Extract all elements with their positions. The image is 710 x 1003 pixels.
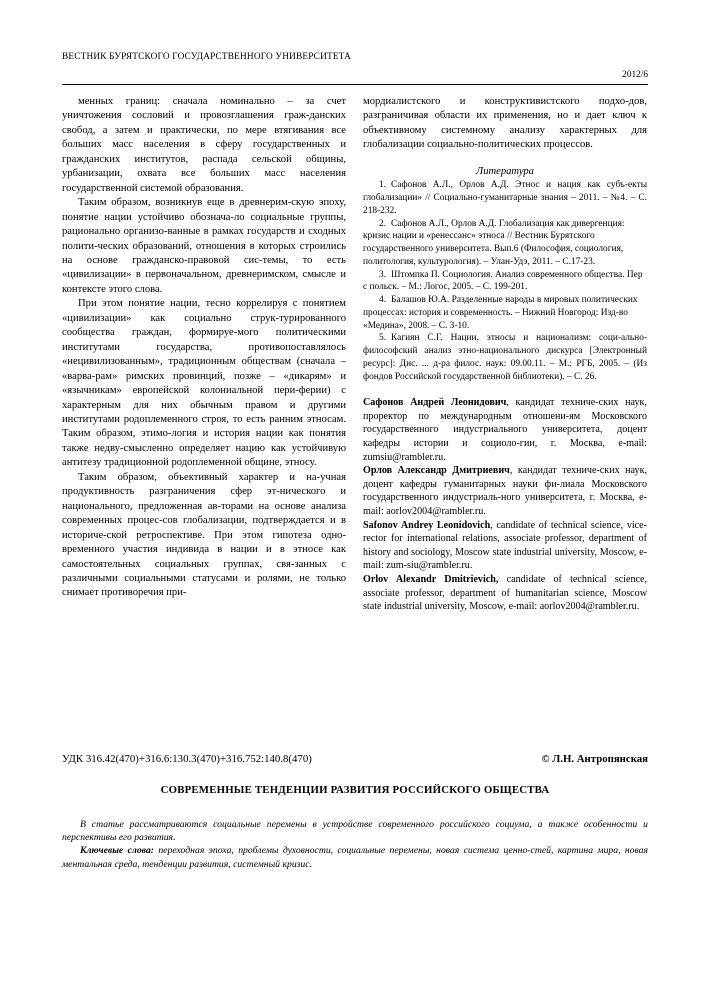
udc-row [62,752,648,766]
reference-item [363,294,647,332]
author-bio [363,396,647,464]
copyright-author: © Л.Н. Антропянская [541,753,648,765]
body-paragraph: Таким образом, объективный характер и на-учная продуктивность разграничения сфер эт-нического и национального, предложенная ав-торами на основе анализа современных процес-сов глобализации, подтверждается и в историче-ской ретроспективе. При этом гипотеза одно-временного участия индивида в нации и в этносе как самостоятельных социальных группах, свя-занных с различными социальными статусами и ролями, не только снимает противоречия при- [62,471,346,599]
references-heading: Литература [476,165,534,177]
udc-code: УДК 316.42(470)+316.6:130.3(470)+316.752:140.8(470) [62,753,312,765]
abstract-text: В статье рассматриваются социальные перемены в устройстве современного российского социума, а также особенности и перспективы его развития. [62,819,648,844]
reference-text: Сафонов А.Л., Орлов А.Д. Этнос и нация как субъ-екты глобализации» // Социально-гуманитарные знания – 2011. – №4. – С. 218-232. [363,180,647,216]
reference-number: 3. [379,269,387,280]
author-details: , candidate of technical science, vice-rector for international relations, associate professor, department of history and sociology, Moscow state industrial university, Moscow, e-mail: zum-siu@rambler.ru. [363,519,648,572]
body-columns [62,95,648,614]
body-paragraph: Таким образом, возникнув еще в древнерим-скую эпоху, понятие нации устойчиво обознача-ло социальные группы, рационально организо-ванные в рамках государств и сходных полити-ческих образований, отношения в которых строились на основе гражданско-правовой сис-темы, то есть «цивилизации» в первоначальном, древнеримском, смысле и контексте этого слова. [62,197,346,295]
author-bio [363,519,647,573]
reference-item [363,332,647,383]
reference-number: 2. [379,218,387,229]
right-column [363,95,647,614]
keywords-text: переходная эпоха, проблемы духовности, социальные перемены, новая система ценно-стей, картина мира, новая ментальная среда, тенденции развития, системный кризис. [62,845,648,870]
article-title: СОВРЕМЕННЫЕ ТЕНДЕНЦИИ РАЗВИТИЯ РОССИЙСКОГО ОБЩЕСТВА [160,784,550,796]
body-paragraph: менных границ: сначала номинально – за счет уничтожения сословий и провозглашения граж-данских свобод, а затем и практически, по мере втягивания все больших масс населения в сферу государственных и гражданских институтов, распада сельской общины, урбанизации, охвата все больших масс населения государственной системой образования. [62,96,346,194]
reference-text: Штомпка П. Социология. Анализ современного общества. Пер с польск. – М.: Логос, 2005. – С. 199-201. [363,269,643,293]
issue-number: 2012/6 [622,69,648,80]
reference-number: 5. [379,333,387,344]
author-name: Safonov Andrey Leonidovich [363,519,491,531]
reference-number: 4. [379,295,387,306]
reference-text: Балашов Ю.А. Разделенные народы в мировых политических процессах: история и современность. – Нижний Новгород: Изд-во «Медина», 2008. – С. 3-10. [363,295,638,331]
reference-text: Сафонов А.Л., Орлов А.Д. Глобализация как дивергенция: кризис нации и «ренессанс» этноса // Вестник Бурятского государственного университета. Вып.6 (Философия, социология, политология, культурология). – Улан-Удэ, 2011. – С.17-23. [363,218,625,267]
author-name: Орлов Александр Дмитриевич [363,465,510,477]
abstract-block [62,818,648,871]
header-divider [62,84,648,85]
reference-text: Кагиян С.Г. Нации, этносы и национализм: соци-ально-философский анализ этно-национального дискурса [Электронный ресурс]: Дис. ... д-ра филос. наук: 09.00.11. – М.: РГБ, 2005. – (Из фондов Российской государственной библиотеки). – С. 26. [363,333,647,382]
reference-number: 1. [379,180,387,191]
keywords-label: Ключевые слова: [80,845,154,857]
author-details: , кандидат техниче-ских наук, проректор по международным отношени-ям Московского государственного индустриального университета, доцент кафедры истории и социоло-гии, г. Москва, e-mail: zumsiu@rambler.ru. [363,397,647,463]
journal-title: ВЕСТНИК БУРЯТСКОГО ГОСУДАРСТВЕННОГО УНИВЕРСИТЕТА [62,52,351,62]
author-name: Orlov Alexandr Dmitrievich, [363,573,499,585]
author-bio [363,573,647,614]
reference-item [363,218,647,269]
author-name: Сафонов Андрей Леонидович [363,397,507,409]
reference-item [363,269,647,295]
body-paragraph: мордиалистского и конструктивистского подхо-дов, разграничивая области их применения, но и дает ключ к объективному системному анализу характерных для глобализации социально-политических процессов. [363,96,647,151]
author-details: , кандидат техниче-ских наук, доцент кафедры гуманитарных науки фи-лиала Московского государственного индустриаль-ного университета, г. Москва, e-mail: aorlov2004@rambler.ru. [363,465,647,518]
running-head [62,52,648,81]
left-column [62,95,346,614]
keywords-line [62,844,648,870]
body-paragraph: При этом понятие нации, тесно коррелируя с понятием «цивилизации» как социально струк-турированного сообщества граждан, формируе-мого политическими институтами государства, противопоставлялось «нецивилизованным», традиционным обществам (сначала – «варва-рам» римских провинций, позже – «дикарям» и «язычникам» европейской колониальной пери-ферии) с характерным для них обычным правом и другими институтами родоплеменного строя, то есть ранним этносам. Таким образом, этимо-логия и история нации как понятия также недву-смысленно определяет нацию как устойчивую антитезу традиционной родоплеменной общине, этносу. [62,298,346,469]
author-bio [363,464,647,518]
author-details: candidate of technical science, associate professor, department of humanitarian science, Moscow state industrial university, Moscow, e-mail: aorlov2004@rambler.ru. [363,573,647,613]
reference-item [363,179,647,217]
